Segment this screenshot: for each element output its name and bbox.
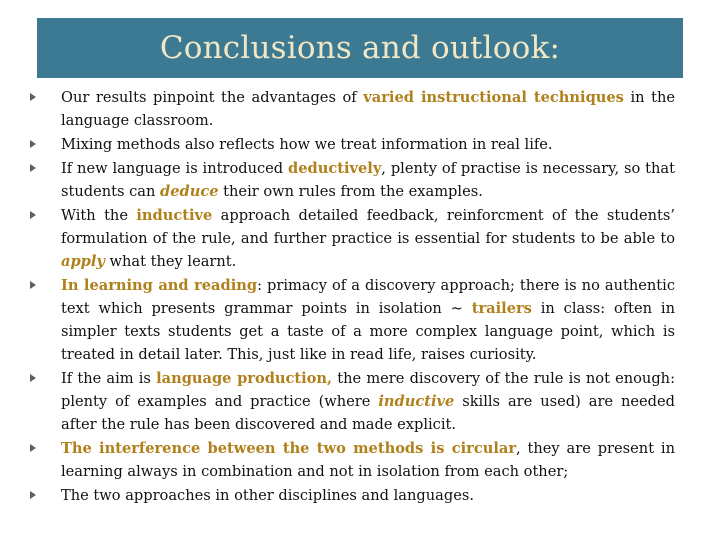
bullet-arrow-icon bbox=[30, 211, 36, 219]
bullet-item bbox=[30, 437, 675, 483]
bullet-text bbox=[61, 157, 675, 203]
bullet-item bbox=[30, 274, 675, 366]
highlighted-term: language production, bbox=[156, 370, 333, 387]
text-segment: in the language classroom. bbox=[61, 89, 676, 129]
text-segment: skills are used) are needed after the rule has been discovered and made explicit. bbox=[61, 393, 675, 433]
bullet-text bbox=[61, 86, 675, 132]
text-segment: their own rules from the examples. bbox=[218, 183, 483, 200]
text-segment: The two approaches in other disciplines and languages. bbox=[61, 487, 474, 504]
highlighted-term: trailers bbox=[471, 300, 532, 317]
bullet-list bbox=[30, 86, 675, 508]
text-segment: : primacy of a discovery approach; there is no authentic text which presents grammar points in isolation ~ bbox=[61, 277, 675, 317]
bullet-item bbox=[30, 133, 675, 156]
title-bar bbox=[37, 18, 683, 78]
text-segment: , they are present in learning always in combination and not in isolation from each other; bbox=[61, 440, 675, 480]
bullet-item bbox=[30, 204, 675, 273]
bullet-arrow-icon bbox=[30, 374, 36, 382]
bullet-arrow-icon bbox=[30, 164, 36, 172]
bullet-arrow-icon bbox=[30, 491, 36, 499]
bullet-item bbox=[30, 484, 675, 507]
text-segment: With the bbox=[61, 207, 137, 224]
text-segment: approach detailed feedback, reinforcment of the students’ formulation of the rule, and further practice is essential for students to be able to bbox=[61, 207, 675, 247]
text-segment: the mere discovery of the rule is not enough: plenty of examples and practice (where bbox=[61, 370, 675, 410]
highlighted-term: inductive bbox=[136, 207, 213, 224]
highlighted-term: deduce bbox=[160, 183, 219, 200]
bullet-item bbox=[30, 157, 675, 203]
bullet-arrow-icon bbox=[30, 281, 36, 289]
bullet-item bbox=[30, 86, 675, 132]
bullet-text bbox=[61, 484, 675, 507]
text-segment: Our results pinpoint the advantages of bbox=[61, 89, 364, 106]
bullet-arrow-icon bbox=[30, 93, 36, 101]
text-segment: , plenty of practise is necessary, so that students can bbox=[61, 160, 675, 200]
text-segment: If the aim is bbox=[61, 370, 157, 387]
bullet-text bbox=[61, 274, 675, 366]
highlighted-term: deductively bbox=[288, 160, 382, 177]
highlighted-term: In learning and reading bbox=[61, 277, 258, 294]
bullet-text bbox=[61, 204, 675, 273]
bullet-text bbox=[61, 133, 675, 156]
highlighted-term: varied instructional techniques bbox=[363, 89, 624, 106]
text-segment: in class: often in simpler texts students get a taste of a more complex language point, which is treated in detail later. This, just like in read life, raises curiosity. bbox=[61, 300, 675, 363]
bullet-arrow-icon bbox=[30, 444, 36, 452]
text-segment: Mixing methods also reflects how we treat information in real life. bbox=[61, 136, 553, 153]
slide-title: Conclusions and outlook: bbox=[159, 30, 561, 66]
highlighted-term: inductive bbox=[378, 393, 455, 410]
highlighted-term: apply bbox=[61, 253, 105, 270]
bullet-item bbox=[30, 367, 675, 436]
bullet-text bbox=[61, 367, 675, 436]
bullet-text bbox=[61, 437, 675, 483]
highlighted-term: The interference between the two methods is circular bbox=[61, 440, 517, 457]
text-segment: what they learnt. bbox=[104, 253, 237, 270]
text-segment: If new language is introduced bbox=[61, 160, 289, 177]
bullet-arrow-icon bbox=[30, 140, 36, 148]
